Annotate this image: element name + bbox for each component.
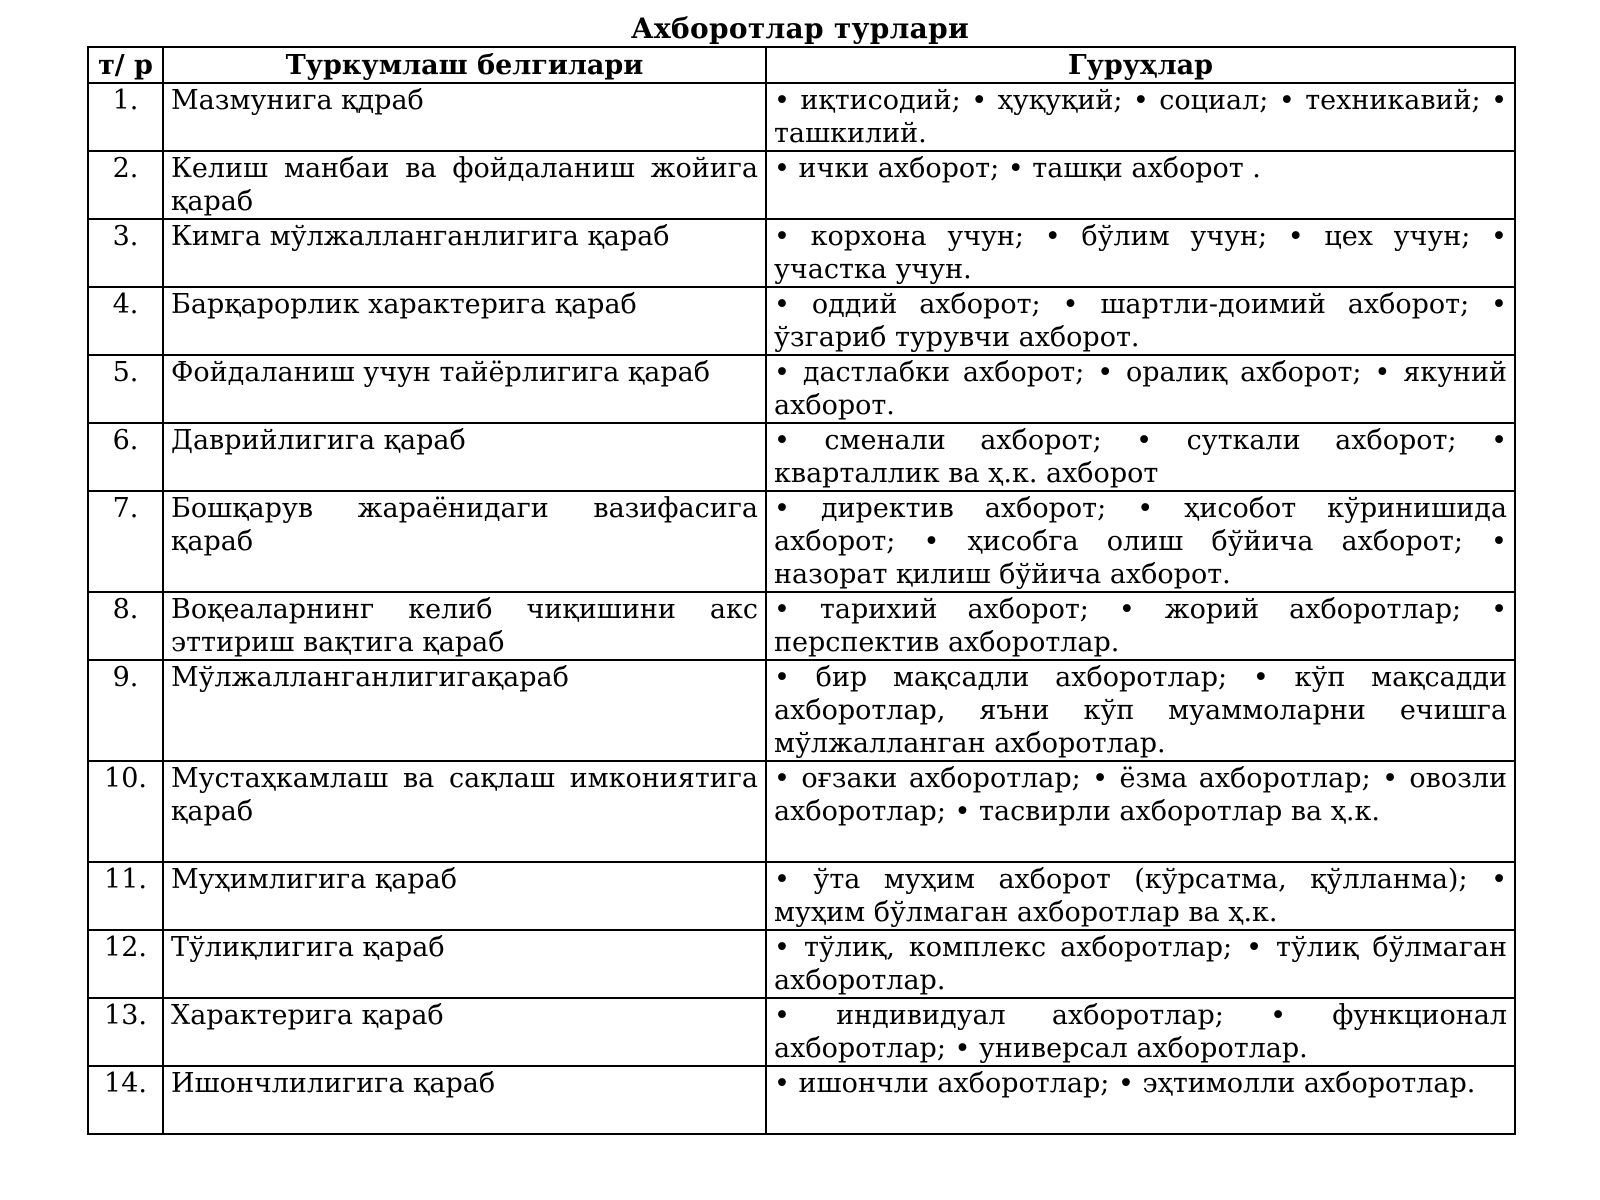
row-groups: • корхона учун; • бўлим учун; • цех учун; • участка учун.: [766, 219, 1515, 287]
information-types-table: [87, 46, 1516, 1135]
row-number: 3.: [88, 219, 163, 287]
row-number: 4.: [88, 287, 163, 355]
table-row: [88, 355, 1515, 423]
row-number: 2.: [88, 151, 163, 219]
row-number: 9.: [88, 660, 163, 761]
row-groups: • дастлабки ахборот; • оралиқ ахборот; • якуний ахборот.: [766, 355, 1515, 423]
header-number: т/ р: [88, 47, 163, 83]
row-number: 13.: [88, 998, 163, 1066]
row-number: 8.: [88, 592, 163, 660]
row-criterion: Келиш манбаи ва фойдаланиш жойига қараб: [163, 151, 766, 219]
row-number: 11.: [88, 862, 163, 930]
row-criterion: Мўлжалланганлигигақараб: [163, 660, 766, 761]
row-number: 14.: [88, 1066, 163, 1134]
row-groups: • директив ахборот; • ҳисобот кўринишида ахборот; • ҳисобга олиш бўйича ахборот; • назорат қилиш бўйича ахборот.: [766, 491, 1515, 592]
row-criterion: Мазмунига қдраб: [163, 83, 766, 151]
row-groups: • индивидуал ахборотлар; • функционал ахборотлар; • универсал ахборотлар.: [766, 998, 1515, 1066]
row-criterion: Барқарорлик характерига қараб: [163, 287, 766, 355]
row-criterion: Мустаҳкамлаш ва сақлаш имкониятига қараб: [163, 761, 766, 862]
table-row: [88, 660, 1515, 761]
table-header-row: [88, 47, 1515, 83]
row-groups: • оддий ахборот; • шартли-доимий ахборот; • ўзгариб турувчи ахборот.: [766, 287, 1515, 355]
table-row: [88, 1066, 1515, 1134]
header-groups: Гуруҳлар: [766, 47, 1515, 83]
row-groups: • тарихий ахборот; • жорий ахборотлар; • перспектив ахборотлар.: [766, 592, 1515, 660]
table-row: [88, 862, 1515, 930]
table-row: [88, 761, 1515, 862]
table-row: [88, 287, 1515, 355]
row-criterion: Кимга мўлжалланганлигига қараб: [163, 219, 766, 287]
row-groups: • тўлиқ, комплекс ахборотлар; • тўлиқ бўлмаган ахборотлар.: [766, 930, 1515, 998]
table-row: [88, 151, 1515, 219]
row-groups: • иқтисодий; • ҳуқуқий; • социал; • техникавий; • ташкилий.: [766, 83, 1515, 151]
row-groups: • бир мақсадли ахборотлар; • кўп мақсадди ахборотлар, яъни кўп муаммоларни ечишга мўлжалланган ахборотлар.: [766, 660, 1515, 761]
row-criterion: Воқеаларнинг келиб чиқишини акс эттириш вақтига қараб: [163, 592, 766, 660]
row-criterion: Фойдаланиш учун тайёрлигига қараб: [163, 355, 766, 423]
row-groups: • сменали ахборот; • суткали ахборот; • кварталлик ва ҳ.к. ахборот: [766, 423, 1515, 491]
row-number: 5.: [88, 355, 163, 423]
table-row: [88, 491, 1515, 592]
row-criterion: Характерига қараб: [163, 998, 766, 1066]
row-criterion: Бошқарув жараёнидаги вазифасига қараб: [163, 491, 766, 592]
row-criterion: Тўлиқлигига қараб: [163, 930, 766, 998]
table-row: [88, 423, 1515, 491]
row-groups: • ўта муҳим ахборот (кўрсатма, қўлланма); • муҳим бўлмаган ахборотлар ва ҳ.к.: [766, 862, 1515, 930]
document-title: Ахборотлар турлари: [630, 12, 970, 45]
header-criteria: Туркумлаш белгилари: [163, 47, 766, 83]
row-groups: • оғзаки ахборотлар; • ёзма ахборотлар; • овозли ахборотлар; • тасвирли ахборотлар ва ҳ.к.: [766, 761, 1515, 862]
table-row: [88, 998, 1515, 1066]
row-criterion: Даврийлигига қараб: [163, 423, 766, 491]
row-groups: • ички ахборот; • ташқи ахборот .: [766, 151, 1515, 219]
row-number: 10.: [88, 761, 163, 862]
row-criterion: Ишончлилигига қараб: [163, 1066, 766, 1134]
table-row: [88, 592, 1515, 660]
row-number: 6.: [88, 423, 163, 491]
row-number: 7.: [88, 491, 163, 592]
table-row: [88, 930, 1515, 998]
row-number: 12.: [88, 930, 163, 998]
row-groups: • ишончли ахборотлар; • эҳтимолли ахборотлар.: [766, 1066, 1515, 1134]
row-number: 1.: [88, 83, 163, 151]
row-criterion: Муҳимлигига қараб: [163, 862, 766, 930]
table-row: [88, 219, 1515, 287]
table-row: [88, 83, 1515, 151]
